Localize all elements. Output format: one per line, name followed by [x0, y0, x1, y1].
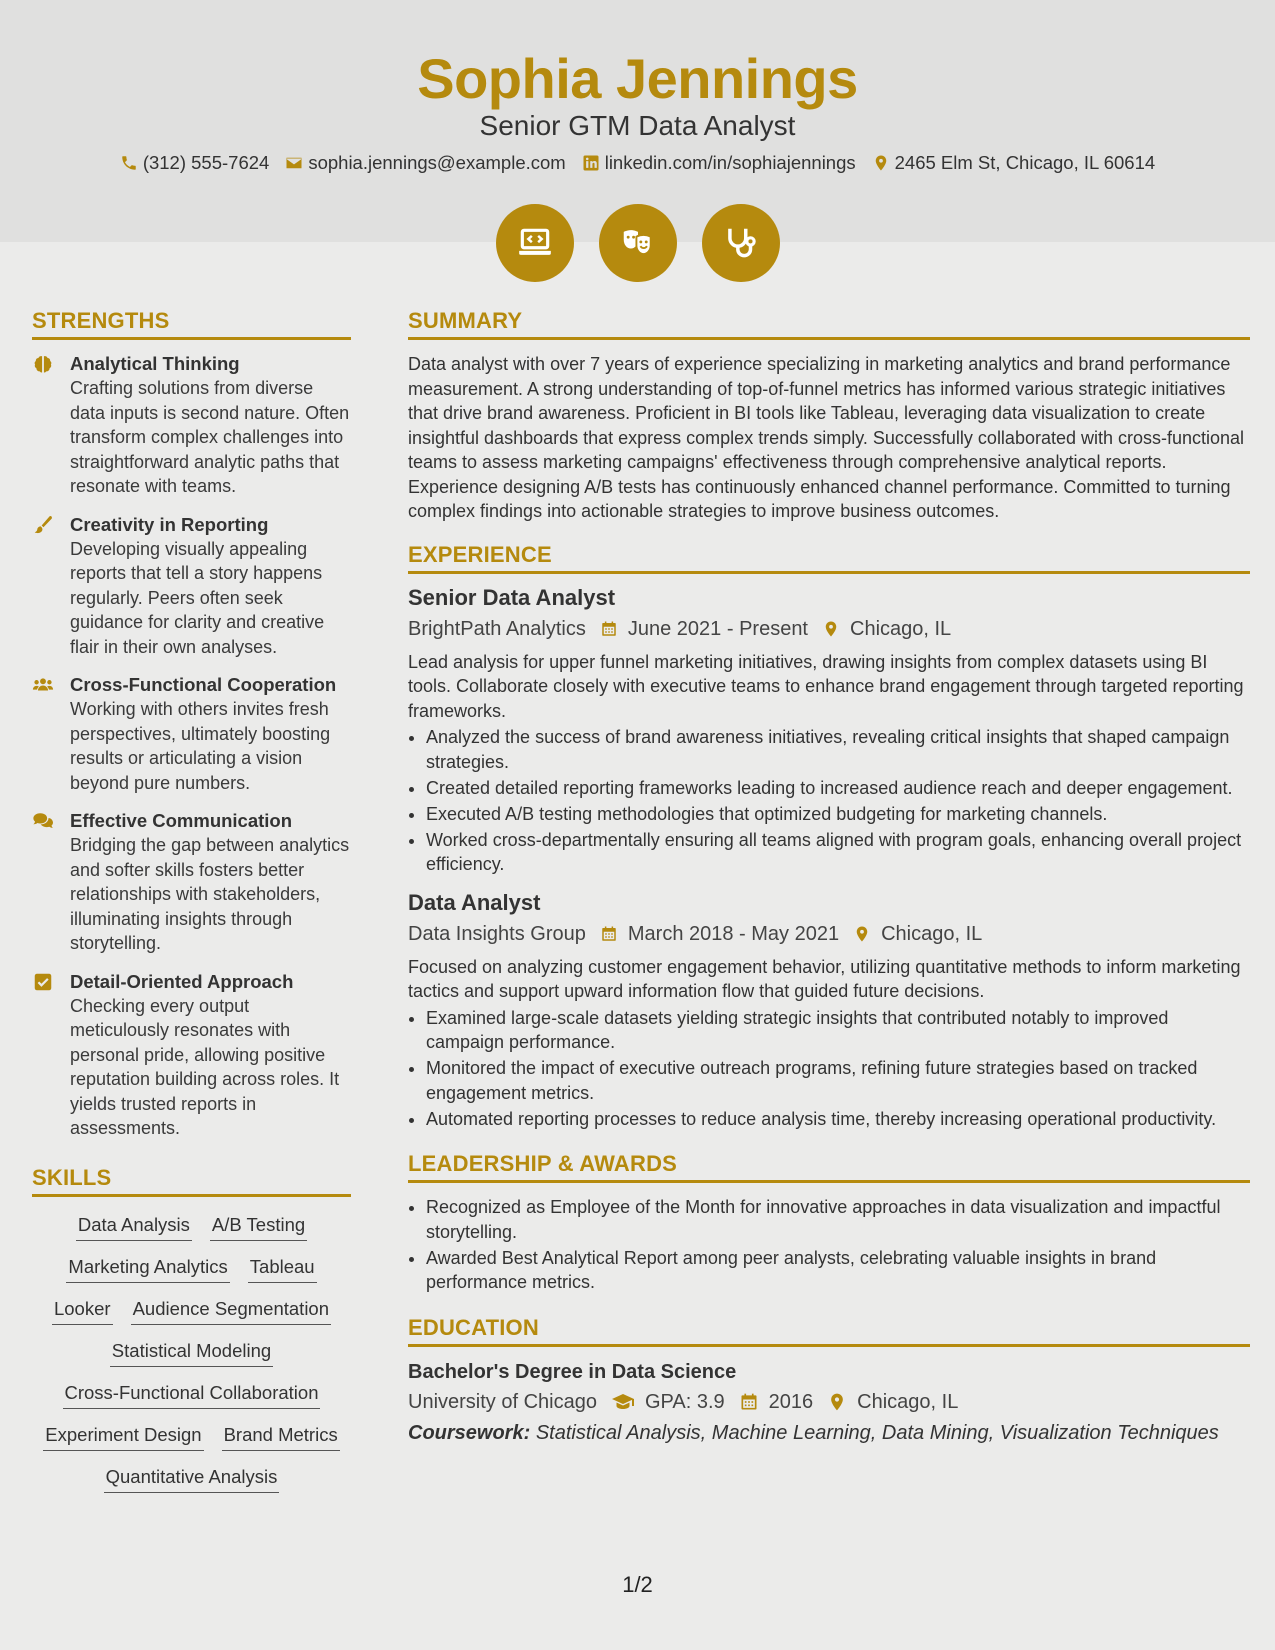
job-title: Data Analyst — [408, 889, 541, 915]
checkbox-icon — [32, 971, 54, 993]
strength-item — [32, 809, 351, 956]
leadership-list — [426, 1195, 1250, 1295]
grad-year: 2016 — [768, 1390, 814, 1413]
badge-stethoscope — [702, 204, 780, 282]
badge-theater-masks — [599, 204, 677, 282]
phone-text: (312) 555-7624 — [142, 152, 270, 173]
job-bullets — [426, 1006, 1250, 1132]
map-pin-icon — [853, 925, 871, 943]
address-text: 2465 Elm St, Chicago, IL 60614 — [894, 152, 1156, 173]
linkedin-text[interactable]: linkedin.com/in/sophiajennings — [604, 152, 856, 173]
gpa: GPA: 3.9 — [644, 1390, 725, 1413]
job-title: Senior Data Analyst — [408, 584, 616, 610]
map-pin-icon — [827, 1392, 847, 1412]
strength-title: Analytical Thinking — [70, 353, 240, 374]
job-location: Chicago, IL — [850, 617, 952, 640]
skill-tag: Data Analysis — [76, 1213, 192, 1241]
calendar-icon — [600, 925, 618, 943]
strength-desc: Bridging the gap between analytics and softer skills fosters better relationships with stakeholders, illuminating insights through storytelling. — [70, 835, 350, 953]
users-icon — [32, 674, 54, 696]
map-pin-icon — [822, 620, 840, 638]
strength-item — [32, 970, 351, 1141]
contact-row — [0, 152, 1275, 174]
strength-title: Creativity in Reporting — [70, 513, 269, 535]
candidate-name: Sophia Jennings — [417, 47, 858, 110]
stethoscope-icon — [722, 224, 760, 262]
job-dates: June 2021 - Present — [627, 617, 808, 640]
job-location: Chicago, IL — [881, 922, 983, 945]
map-pin-icon — [872, 154, 890, 172]
strength-desc: Working with others invites fresh perspectives, ultimately boosting results or articulating a vision beyond pure numbers. — [70, 699, 331, 793]
strength-desc: Developing visually appealing reports that tell a story happens regularly. Peers often seek guidance for clarity and creative flair in their own analyses. — [70, 538, 325, 657]
theater-masks-icon — [619, 224, 657, 262]
education-heading: EDUCATION — [408, 1315, 1250, 1347]
strength-item — [32, 352, 351, 499]
laptop-code-icon — [516, 224, 554, 262]
summary-heading: SUMMARY — [408, 308, 1250, 340]
strengths-heading: STRENGTHS — [32, 308, 351, 340]
strength-desc: Crafting solutions from diverse data inputs is second nature. Often transform complex challenges into straightforward analytic paths that resonate with teams. — [70, 378, 350, 496]
job-bullet: • Executed A/B testing methodologies that optimized budgeting for marketing channels. — [426, 802, 1250, 827]
graduation-cap-icon — [611, 1390, 635, 1414]
paintbrush-icon — [32, 514, 54, 536]
comments-icon — [32, 810, 54, 832]
job-bullet: • Examined large-scale datasets yielding strategic insights that contributed notably to improved campaign performance. — [426, 1006, 1250, 1055]
left-column — [32, 308, 351, 1493]
contact-linkedin[interactable] — [582, 152, 856, 174]
coursework — [408, 1419, 1250, 1447]
contact-address — [872, 152, 1156, 174]
skill-tag: Audience Segmentation — [131, 1297, 331, 1325]
job-bullet: • Automated reporting processes to reduce analysis time, thereby increasing operational productivity. — [426, 1107, 1250, 1132]
job-desc: Lead analysis for upper funnel marketing initiatives, drawing insights from complex datasets using BI tools. Collaborate closely with executive teams to enhance brand engagement through targeted reporting frameworks. — [408, 651, 1244, 721]
job-meta — [408, 616, 1250, 642]
education-meta — [408, 1389, 1250, 1415]
calendar-icon — [600, 620, 618, 638]
interest-badges — [0, 204, 1275, 282]
calendar-icon — [739, 1392, 759, 1412]
school-location: Chicago, IL — [857, 1390, 959, 1413]
brain-icon — [32, 353, 54, 375]
skills-list — [32, 1213, 351, 1493]
email-text[interactable]: sophia.jennings@example.com — [308, 152, 566, 173]
strength-item — [32, 673, 351, 795]
skill-tag: Statistical Modeling — [110, 1339, 273, 1367]
leadership-heading: LEADERSHIP & AWARDS — [408, 1151, 1250, 1183]
job-company: Data Insights Group — [408, 922, 586, 945]
skill-tag: Looker — [52, 1297, 113, 1325]
experience-heading: EXPERIENCE — [408, 542, 1250, 574]
contact-phone — [120, 152, 270, 174]
skills-heading: SKILLS — [32, 1165, 351, 1197]
job-bullets — [426, 725, 1250, 877]
strength-title: Detail-Oriented Approach — [70, 970, 294, 992]
job-meta — [408, 921, 1250, 947]
award-item: • Recognized as Employee of the Month for innovative approaches in data visualization and impactful storytelling. — [426, 1195, 1250, 1244]
degree-title: Bachelor's Degree in Data Science — [408, 1360, 737, 1383]
skill-tag: Experiment Design — [43, 1423, 203, 1451]
badge-laptop-code — [496, 204, 574, 282]
page-number: 1/2 — [622, 1572, 653, 1597]
strength-desc: Checking every output meticulously resonates with personal pride, allowing positive reputation building across roles. It yields trusted reports in assessments. — [70, 995, 340, 1138]
skill-tag: Marketing Analytics — [66, 1255, 229, 1283]
coursework-list: Statistical Analysis, Machine Learning, Data Mining, Visualization Techniques — [535, 1421, 1219, 1444]
strength-title: Effective Communication — [70, 810, 293, 831]
award-item: • Awarded Best Analytical Report among peer analysts, celebrating valuable insights in brand performance metrics. — [426, 1246, 1250, 1295]
school-name: University of Chicago — [408, 1390, 597, 1413]
strength-item — [32, 513, 351, 660]
contact-email[interactable] — [285, 152, 565, 174]
job-bullet: • Analyzed the success of brand awareness initiatives, revealing critical insights that shaped campaign strategies. — [426, 725, 1250, 774]
strength-title: Cross-Functional Cooperation — [70, 674, 337, 695]
skill-tag: Brand Metrics — [222, 1423, 340, 1451]
linkedin-icon — [582, 154, 600, 172]
skill-tag: Tableau — [248, 1255, 317, 1283]
job-bullet: • Monitored the impact of executive outreach programs, refining future strategies based on tracked engagement metrics. — [426, 1056, 1250, 1105]
job-entry — [408, 584, 1250, 877]
skill-tag: A/B Testing — [210, 1213, 307, 1241]
phone-icon — [120, 154, 138, 172]
coursework-label: Coursework: — [408, 1421, 531, 1444]
job-desc: Focused on analyzing customer engagement behavior, utilizing quantitative methods to inform marketing tactics and support upward information flow that guided future decisions. — [408, 956, 1241, 1001]
job-dates: March 2018 - May 2021 — [627, 922, 840, 945]
job-company: BrightPath Analytics — [408, 617, 586, 640]
skill-tag: Cross-Functional Collaboration — [63, 1381, 321, 1409]
skill-tag: Quantitative Analysis — [104, 1465, 280, 1493]
job-entry — [408, 889, 1250, 1132]
right-column — [408, 308, 1250, 1447]
candidate-title: Senior GTM Data Analyst — [479, 110, 796, 141]
job-bullet: • Created detailed reporting frameworks leading to increased audience reach and deeper engagement. — [426, 776, 1250, 801]
summary-text: Data analyst with over 7 years of experience specializing in marketing analytics and brand performance measurement. A strong understanding of top-of-funnel metrics has informed various strategic initiatives that drive brand awareness. Proficient in BI tools like Tableau, leveraging data visualization to create insightful dashboards that express complex trends simply. Successfully collaborated with cross-functional teams to assess marketing campaigns' effectiveness through comprehensive analytical reports. Experience designing A/B tests has continuously enhanced channel performance. Committed to turning complex findings into actionable strategies to improve business outcomes. — [408, 354, 1245, 521]
job-bullet: • Worked cross-departmentally ensuring all teams aligned with program goals, enhancing overall project efficiency. — [426, 828, 1250, 877]
envelope-icon — [285, 154, 303, 172]
